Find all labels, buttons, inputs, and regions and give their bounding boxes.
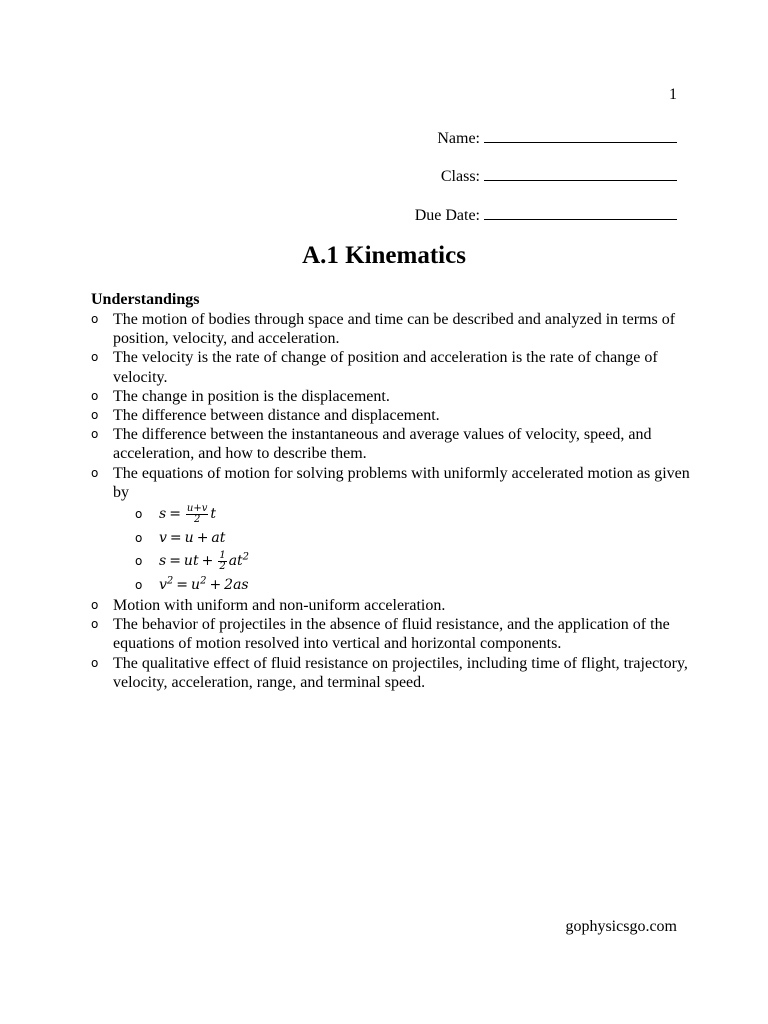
bullet-icon: o: [135, 577, 143, 592]
bullet-icon: o: [91, 617, 99, 632]
list-item: [91, 387, 691, 406]
due-date-blank-line: [484, 205, 677, 220]
equations-list: [113, 502, 691, 596]
list-item: [91, 596, 691, 615]
list-item: [91, 654, 691, 692]
list-item-text: The qualitative effect of fluid resistance on projectiles, including time of flight, trajectory, velocity, acceleration, range, and terminal speed.: [113, 654, 688, 691]
list-item: [91, 348, 691, 386]
equation-s-ut-half-at2: s = ut + $\frac{1}{2}$ $at^2$: [159, 549, 250, 572]
list-item-text: Motion with uniform and non-uniform acceleration.: [113, 597, 446, 615]
bullet-icon: o: [135, 554, 143, 569]
equation-item: [113, 573, 691, 597]
list-item-text: The change in position is the displacement.: [113, 387, 390, 405]
bullet-icon: o: [135, 530, 143, 545]
equation-s-avg-velocity: s = $\frac{u+v}{2}$ t: [159, 502, 217, 525]
equation-item: [113, 502, 691, 526]
list-item: [91, 406, 691, 425]
fraction: $\frac{1}{2}$: [219, 549, 226, 572]
due-date-label: Due Date:: [414, 207, 480, 224]
bullet-icon: o: [91, 655, 99, 670]
bullet-icon: o: [91, 408, 99, 423]
class-field: [441, 166, 677, 186]
bullet-icon: o: [135, 507, 143, 522]
list-item-text: The velocity is the rate of change of position and acceleration is the rate of change of velocity.: [113, 349, 658, 386]
section-heading: Understandings: [91, 291, 200, 308]
page-number: 1: [669, 86, 677, 103]
name-field: [437, 128, 677, 148]
equation-item: [113, 549, 691, 573]
equation-v-u-at: v = u + at: [159, 529, 226, 546]
equation-v2-u2-2as: $v^2 = u^2 + 2as$: [159, 574, 249, 593]
list-item: [91, 310, 691, 348]
name-blank-line: [484, 128, 677, 143]
list-item: [91, 615, 691, 653]
bullet-icon: o: [91, 312, 99, 326]
bullet-icon: o: [91, 465, 99, 480]
list-item-text: The behavior of projectiles in the absence of fluid resistance, and the application of the equations of motion resolved into vertical and horizontal components.: [113, 616, 670, 653]
list-item-text: The difference between distance and displacement.: [113, 407, 440, 425]
fraction: $\frac{u+v}{2}$: [186, 502, 208, 525]
name-label: Name:: [437, 130, 480, 147]
list-item: [91, 425, 691, 463]
list-item-text: The equations of motion for solving problems with uniformly accelerated motion as given by: [113, 464, 690, 501]
list-item-text: The difference between the instantaneous and average values of velocity, speed, and acceleration, and how to describe them.: [113, 426, 652, 463]
list-item-text: The motion of bodies through space and time can be described and analyzed in terms of position, velocity, and acceleration.: [113, 311, 676, 348]
understandings-list: [91, 310, 691, 692]
equation-item: [113, 526, 691, 550]
bullet-icon: o: [91, 388, 99, 403]
class-label: Class:: [440, 168, 480, 185]
page-title: A.1 Kinematics: [302, 242, 466, 269]
footer-website: gophysicsgo.com: [565, 918, 677, 935]
bullet-icon: o: [91, 427, 99, 442]
bullet-icon: o: [91, 598, 99, 613]
due-date-field: [415, 205, 677, 225]
bullet-icon: o: [91, 350, 99, 365]
list-item: [91, 464, 691, 596]
class-blank-line: [484, 166, 677, 181]
